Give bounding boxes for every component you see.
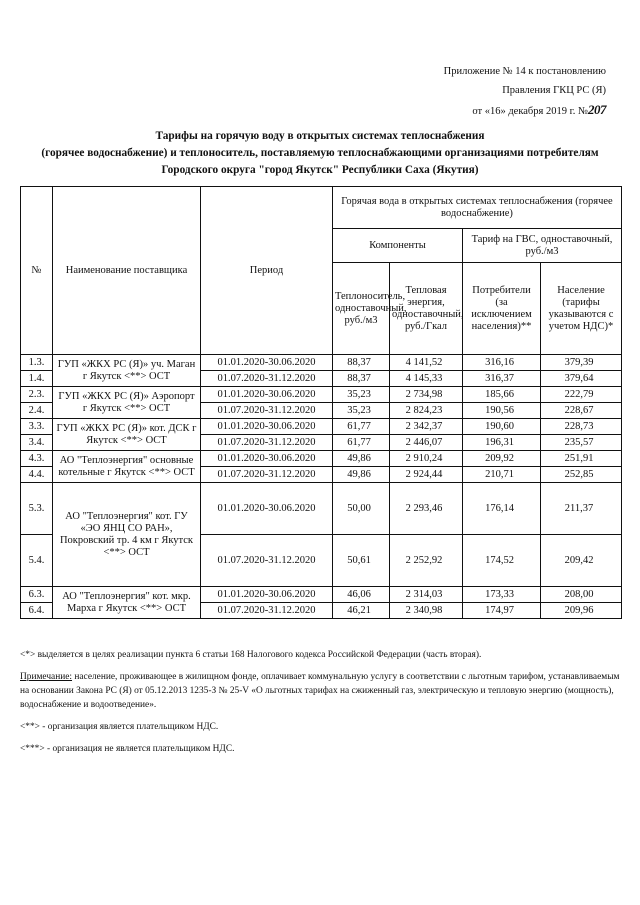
row-number: 5.4. (21, 535, 53, 587)
supplier-name: АО "Теплоэнергия" кот. ГУ «ЭО ЯНЦ СО РАН», Покровский тр. 4 км г Якутск <**> ОСТ (53, 483, 201, 587)
consumers-value: 176,14 (463, 483, 541, 535)
heat-value: 2 734,98 (390, 387, 463, 403)
supplier-name: ГУП «ЖКХ РС (Я)» кот. ДСК г Якутск <**> ОСТ (53, 419, 201, 451)
table-row (21, 355, 622, 371)
heat-value: 2 340,98 (390, 603, 463, 619)
appendix-line-3 (444, 100, 606, 121)
population-value: 222,79 (541, 387, 622, 403)
appendix-date: от «16» декабря 2019 г. № (472, 106, 588, 117)
heat-value: 2 252,92 (390, 535, 463, 587)
title-line-1: Тарифы на горячую воду в открытых системах теплоснабжения (155, 130, 485, 142)
consumers-value: 173,33 (463, 587, 541, 603)
appendix-line-1: Приложение № 14 к постановлению (443, 66, 606, 77)
consumers-value: 190,60 (463, 419, 541, 435)
period-cell: 01.01.2020-30.06.2020 (201, 387, 333, 403)
population-value: 209,96 (541, 603, 622, 619)
supplier-name: АО "Теплоэнергия" основные котельные г Якутск <**> ОСТ (53, 451, 201, 483)
row-number: 3.3. (21, 419, 53, 435)
supplier-name: ГУП «ЖКХ РС (Я)» уч. Маган г Якутск <**> ОСТ (53, 355, 201, 387)
heat-value: 4 145,33 (390, 371, 463, 387)
population-value: 379,64 (541, 371, 622, 387)
heat-value: 2 293,46 (390, 483, 463, 535)
header-supplier: Наименование поставщика (53, 187, 201, 355)
row-number: 4.4. (21, 467, 53, 483)
row-number: 3.4. (21, 435, 53, 451)
appendix-line-2: Правления ГКЦ РС (Я) (502, 85, 606, 96)
carrier-value: 88,37 (333, 371, 390, 387)
row-number: 2.3. (21, 387, 53, 403)
population-value: 228,73 (541, 419, 622, 435)
period-cell: 01.01.2020-30.06.2020 (201, 419, 333, 435)
row-number: 4.3. (21, 451, 53, 467)
notes (20, 648, 620, 764)
period-cell: 01.01.2020-30.06.2020 (201, 355, 333, 371)
consumers-value: 316,37 (463, 371, 541, 387)
header-tariff: Тариф на ГВС, одноставочный, руб./м3 (463, 229, 622, 263)
note-vat-payer: <**> - организация является плательщиком НДС. (20, 722, 219, 732)
header-period: Период (201, 187, 333, 355)
period-cell: 01.07.2020-31.12.2020 (201, 535, 333, 587)
carrier-value: 61,77 (333, 435, 390, 451)
carrier-value: 49,86 (333, 467, 390, 483)
table-row (21, 483, 622, 535)
heat-value: 2 446,07 (390, 435, 463, 451)
table-row (21, 451, 622, 467)
period-cell: 01.07.2020-31.12.2020 (201, 371, 333, 387)
header-no: № (21, 187, 53, 355)
heat-value: 2 824,23 (390, 403, 463, 419)
consumers-value: 316,16 (463, 355, 541, 371)
consumers-value: 174,52 (463, 535, 541, 587)
appendix-block (444, 62, 606, 121)
note-vat: <*> выделяется в целях реализации пункта 6 статьи 168 Налогового кодекса Российской Федерации (часть вторая). (20, 650, 482, 660)
period-cell: 01.07.2020-31.12.2020 (201, 403, 333, 419)
title-line-3: Городского округа "город Якутск" Республики Саха (Якутия) (161, 164, 479, 176)
population-value: 209,42 (541, 535, 622, 587)
consumers-value: 196,31 (463, 435, 541, 451)
note-remark-label: Примечание: (20, 672, 73, 682)
consumers-value: 210,71 (463, 467, 541, 483)
heat-value: 4 141,52 (390, 355, 463, 371)
period-cell: 01.01.2020-30.06.2020 (201, 587, 333, 603)
population-value: 211,37 (541, 483, 622, 535)
period-cell: 01.07.2020-31.12.2020 (201, 603, 333, 619)
row-number: 1.3. (21, 355, 53, 371)
row-number: 6.3. (21, 587, 53, 603)
population-value: 228,67 (541, 403, 622, 419)
consumers-value: 209,92 (463, 451, 541, 467)
carrier-value: 88,37 (333, 355, 390, 371)
heat-value: 2 924,44 (390, 467, 463, 483)
table-row (21, 587, 622, 603)
supplier-name: АО "Теплоэнергия" кот. мкр. Марха г Якутск <**> ОСТ (53, 587, 201, 619)
period-cell: 01.07.2020-31.12.2020 (201, 467, 333, 483)
heat-value: 2 314,03 (390, 587, 463, 603)
document-title (14, 128, 626, 179)
header-population: Население (тарифы указываются с учетом НДС)* (541, 263, 622, 355)
note-remark-text: население, проживающее в жилищном фонде, оплачивает коммунальную услугу в соответствии с льготным тарифом, устанавливаемым на основании Закона РС (Я) от 05.12.2013 1235-З № 25-V «О льготных тарифах на сжиженный газ, электрическую и тепловую энергию (мощность), водоснабжение и водоотведение». (20, 672, 620, 710)
heat-value: 2 342,37 (390, 419, 463, 435)
header-components: Компоненты (333, 229, 463, 263)
population-value: 251,91 (541, 451, 622, 467)
row-number: 1.4. (21, 371, 53, 387)
note-non-vat-payer: <***> - организация не является плательщиком НДС. (20, 744, 235, 754)
period-cell: 01.07.2020-31.12.2020 (201, 435, 333, 451)
consumers-value: 174,97 (463, 603, 541, 619)
header-hot-water: Горячая вода в открытых системах теплоснабжения (горячее водоснабжение) (333, 187, 622, 229)
row-number: 6.4. (21, 603, 53, 619)
note-remark (20, 670, 620, 712)
period-cell: 01.01.2020-30.06.2020 (201, 483, 333, 535)
carrier-value: 35,23 (333, 403, 390, 419)
period-cell: 01.01.2020-30.06.2020 (201, 451, 333, 467)
carrier-value: 46,06 (333, 587, 390, 603)
supplier-name: ГУП «ЖКХ РС (Я)» Аэропорт г Якутск <**> ОСТ (53, 387, 201, 419)
carrier-value: 46,21 (333, 603, 390, 619)
carrier-value: 50,61 (333, 535, 390, 587)
heat-value: 2 910,24 (390, 451, 463, 467)
carrier-value: 35,23 (333, 387, 390, 403)
handwritten-number: 207 (588, 102, 606, 117)
carrier-value: 50,00 (333, 483, 390, 535)
header-consumers: Потребители (за исключением населения)** (463, 263, 541, 355)
consumers-value: 190,56 (463, 403, 541, 419)
row-number: 2.4. (21, 403, 53, 419)
row-number: 5.3. (21, 483, 53, 535)
population-value: 235,57 (541, 435, 622, 451)
population-value: 208,00 (541, 587, 622, 603)
table-row (21, 419, 622, 435)
population-value: 379,39 (541, 355, 622, 371)
consumers-value: 185,66 (463, 387, 541, 403)
title-line-2: (горячее водоснабжение) и теплоноситель, поставляемую теплоснабжающими организациями потребителям (41, 147, 599, 159)
carrier-value: 49,86 (333, 451, 390, 467)
table-row (21, 387, 622, 403)
tariff-table (20, 186, 622, 619)
carrier-value: 61,77 (333, 419, 390, 435)
header-heat: Тепловая энергия, одноставочный, руб./Гкал (390, 263, 463, 355)
population-value: 252,85 (541, 467, 622, 483)
header-carrier: Теплоноситель, одноставочный, руб./м3 (333, 263, 390, 355)
